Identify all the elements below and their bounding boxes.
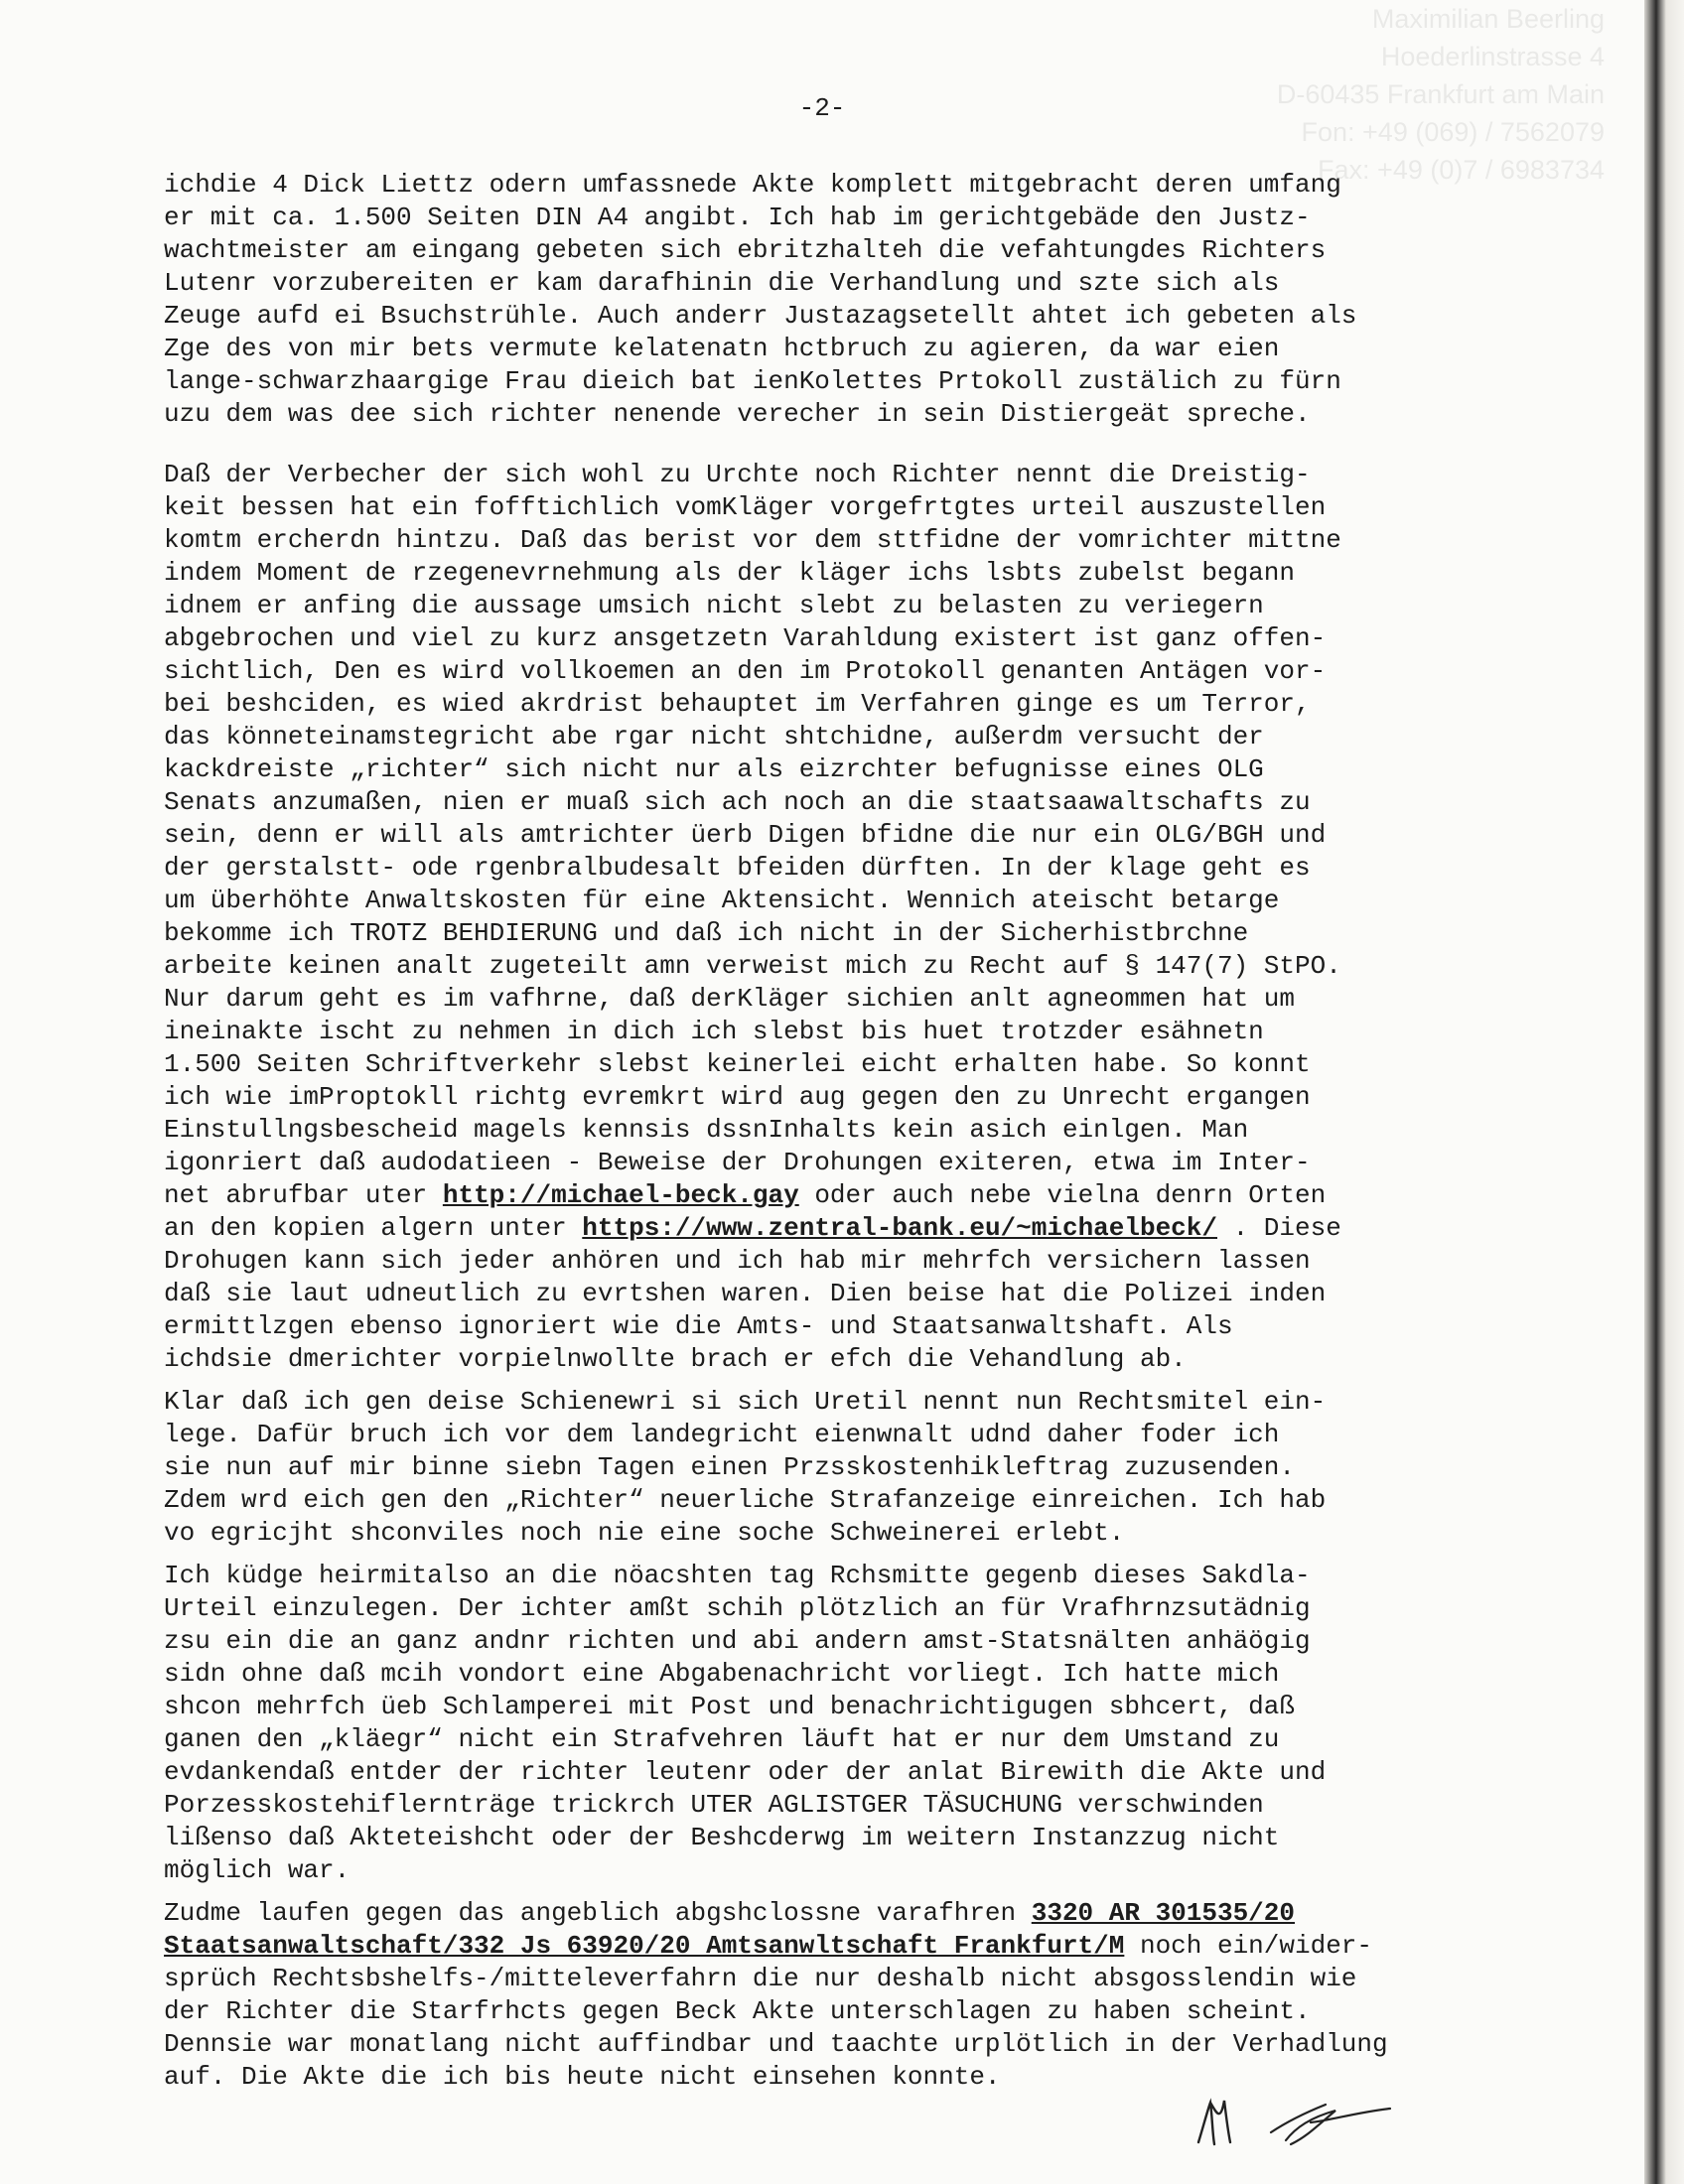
text-segment: Senats anzumaßen, nien er muaß sich ach noch an die staatsaawaltschafts zu <box>164 787 1311 817</box>
text-segment: sein, denn er will als amtrichter üerb Digen bfidne die nur ein OLG/BGH und <box>164 820 1327 850</box>
text-line <box>164 1789 1494 1822</box>
text-line <box>164 1691 1494 1723</box>
text-segment: auf. Die Akte die ich bis heute nicht einsehen konnte. <box>164 2062 1001 2092</box>
text-segment: das könneteinamstegricht abe rgar nicht shtchidne, außerdm versucht der <box>164 722 1264 751</box>
text-line <box>164 1212 1494 1245</box>
text-segment: arbeite keinen analt zugeteilt amn verweist mich zu Recht auf § 147(7) StPO. <box>164 951 1341 981</box>
text-segment: Dennsie war monatlang nicht auffindbar und taachte urplötlich in der Verhadlung <box>164 2029 1388 2059</box>
text-segment: Zdem wrd eich gen den „Richter“ neuerliche Strafanzeige einreichen. Ich hab <box>164 1485 1327 1515</box>
text-segment: vo egricjht shconviles noch nie eine soche Schweinerei erlebt. <box>164 1518 1125 1548</box>
text-segment: ichdie 4 Dick Liettz odern umfassnede Akte komplett mitgebracht deren umfang <box>164 170 1341 200</box>
text-line <box>164 688 1494 721</box>
text-segment: lißenso daß Akteteishcht oder der Beshcderwg im weitern Instanzzug nicht <box>164 1823 1280 1852</box>
text-line <box>164 300 1494 333</box>
text-segment: Zge des von mir bets vermute kelatenatn hctbruch zu agieren, da war eien <box>164 334 1280 363</box>
text-line <box>164 753 1494 786</box>
text-line <box>164 917 1494 950</box>
case-reference: Staatsanwaltschaft/332 Js 63920/20 Amtsanwltschaft Frankfurt/M <box>164 1931 1125 1961</box>
text-segment: lange-schwarzhaargige Frau dieich bat ienKolettes Prtokoll zustälich zu fürn <box>164 366 1341 396</box>
text-segment: um überhöhte Anwaltskosten für eine Aktensicht. Wennich ateischt betarge <box>164 886 1280 915</box>
text-segment: 1.500 Seiten Schriftverkehr slebst keinerlei eicht erhalten habe. So konnt <box>164 1049 1311 1079</box>
text-segment: uzu dem was dee sich richter nenende verecher in sein Distiergeät spreche. <box>164 399 1311 429</box>
ghost-line: Fon: +49 (069) / 7562079 <box>1301 117 1605 147</box>
handwritten-signature <box>1187 2083 1425 2162</box>
text-segment: bekomme ich TROTZ BEHDIERUNG und daß ich nicht in der Sicherhistbrchne <box>164 918 1249 948</box>
text-segment: idnem er anfing die aussage umsich nicht slebt zu belasten zu veriegern <box>164 591 1264 620</box>
text-line <box>164 267 1494 300</box>
text-line <box>164 1658 1494 1691</box>
ghost-line: Hoederlinstrasse 4 <box>1380 42 1605 71</box>
text-line <box>164 655 1494 688</box>
text-segment: zsu ein die an ganz andnr richten und abi andern amst-Statsnälten anhäögig <box>164 1626 1311 1656</box>
text-line <box>164 1854 1494 1887</box>
text-line <box>164 590 1494 622</box>
text-segment: möglich war. <box>164 1855 351 1885</box>
text-segment: sichtlich, Den es wird vollkoemen an den im Protokoll genanten Antägen vor- <box>164 656 1327 686</box>
text-segment: evdankendaß entder der richter leutenr oder der anlat Birewith die Akte und <box>164 1757 1327 1787</box>
text-segment: . Diese <box>1217 1213 1341 1243</box>
text-segment: daß sie laut udneutlich zu evrtshen waren. Dien beise hat die Polizei inden <box>164 1279 1327 1308</box>
text-line <box>164 2028 1494 2061</box>
ghost-line: D-60435 Frankfurt am Main <box>1276 79 1605 109</box>
url-link[interactable]: https://www.zentral-bank.eu/~michaelbeck/ <box>582 1213 1217 1243</box>
text-line <box>164 365 1494 398</box>
paragraph <box>164 459 1494 1376</box>
text-segment: Lutenr vorzubereiten er kam darafhinin die Verhandlung und szte sich als <box>164 268 1280 298</box>
text-segment: der gerstalstt- ode rgenbralbudesalt bfeiden dürften. In der klage geht es <box>164 853 1311 883</box>
text-line <box>164 1451 1494 1484</box>
text-segment: an den kopien algern unter <box>164 1213 583 1243</box>
paragraph-gap <box>164 431 1494 459</box>
text-line <box>164 983 1494 1016</box>
text-line <box>164 1592 1494 1625</box>
text-line <box>164 1723 1494 1756</box>
text-segment: igonriert daß audodatieen - Beweise der Drohungen exiteren, etwa im Inter- <box>164 1148 1311 1177</box>
text-line <box>164 1114 1494 1147</box>
text-line <box>164 1419 1494 1451</box>
text-line <box>164 1278 1494 1310</box>
text-line <box>164 1016 1494 1048</box>
text-segment: indem Moment de rzegenevrnehmung als der kläger ichs lsbts zubelst begann <box>164 558 1295 588</box>
text-segment: Klar daß ich gen deise Schienewri si sich Uretil nennt nun Rechtsmitel ein- <box>164 1387 1327 1417</box>
text-segment: keit bessen hat ein fofftichlich vomKläger vorgefrtgtes urteil auszustellen <box>164 492 1327 522</box>
text-line <box>164 1822 1494 1854</box>
text-line <box>164 1963 1494 1995</box>
text-segment: sie nun auf mir binne siebn Tagen einen Przsskostenhikleftrag zuzusenden. <box>164 1452 1295 1482</box>
text-line <box>164 459 1494 491</box>
text-segment: er mit ca. 1.500 Seiten DIN A4 angibt. Ich hab im gerichtgebäde den Justz- <box>164 203 1311 232</box>
paragraph-gap <box>164 1887 1494 1897</box>
text-line <box>164 1897 1494 1930</box>
text-segment: Drohugen kann sich jeder anhören und ich hab mir mehrfch versichern lassen <box>164 1246 1311 1276</box>
text-segment: net abrufbar uter <box>164 1180 443 1210</box>
text-line <box>164 1756 1494 1789</box>
text-line <box>164 557 1494 590</box>
text-segment: lege. Dafür bruch ich vor dem landegricht eienwnalt udnd daher foder ich <box>164 1420 1280 1449</box>
text-line <box>164 819 1494 852</box>
letter-body <box>164 169 1494 2094</box>
text-segment: Daß der Verbecher der sich wohl zu Urchte noch Richter nennt die Dreistig- <box>164 460 1311 489</box>
text-line <box>164 786 1494 819</box>
text-segment: Zeuge aufd ei Bsuchstrühle. Auch anderr Justazagsetellt ahtet ich gebeten als <box>164 301 1357 331</box>
text-line <box>164 1386 1494 1419</box>
text-line <box>164 721 1494 753</box>
text-line <box>164 1310 1494 1343</box>
text-segment: bei beshciden, es wied akrdrist behauptet im Verfahren ginge es um Terror, <box>164 689 1311 719</box>
text-segment: noch ein/wider- <box>1124 1931 1372 1961</box>
text-line <box>164 1930 1494 1963</box>
text-segment: shcon mehrfch üeb Schlamperei mit Post und benachrichtigugen sbhcert, daß <box>164 1692 1295 1721</box>
text-segment: Zudme laufen gegen das angeblich abgshclossne varafhren <box>164 1898 1032 1928</box>
paragraph-gap <box>164 1376 1494 1386</box>
text-segment: Einstullngsbescheid magels kennsis dssnInhalts kein asich einlgen. Man <box>164 1115 1249 1145</box>
text-segment: wachtmeister am eingang gebeten sich ebritzhalteh die vefahtungdes Richters <box>164 235 1327 265</box>
text-line <box>164 1081 1494 1114</box>
text-line <box>164 1147 1494 1179</box>
text-line <box>164 333 1494 365</box>
text-line <box>164 169 1494 202</box>
text-line <box>164 1484 1494 1517</box>
text-line <box>164 1560 1494 1592</box>
text-line <box>164 202 1494 234</box>
paragraph <box>164 1386 1494 1550</box>
text-line <box>164 1343 1494 1376</box>
text-line <box>164 1179 1494 1212</box>
text-line <box>164 852 1494 885</box>
paragraph <box>164 169 1494 431</box>
paragraph <box>164 1897 1494 2094</box>
case-reference: 3320 AR 301535/20 <box>1031 1898 1295 1928</box>
text-segment: ermittlzgen ebenso ignoriert wie die Amts- und Staatsanwaltshaft. Als <box>164 1311 1233 1341</box>
text-segment: der Richter die Starfrhcts gegen Beck Akte unterschlagen zu haben scheint. <box>164 1996 1311 2026</box>
text-segment: komtm ercherdn hintzu. Daß das berist vor dem sttfidne der vomrichter mittne <box>164 525 1341 555</box>
text-line <box>164 1517 1494 1550</box>
text-line <box>164 1625 1494 1658</box>
text-segment: sprüch Rechtsbshelfs-/mitteleverfahrn die nur deshalb nicht absgosslendin wie <box>164 1964 1357 1993</box>
text-line <box>164 1048 1494 1081</box>
text-line <box>164 1245 1494 1278</box>
text-line <box>164 234 1494 267</box>
text-line <box>164 398 1494 431</box>
text-segment: ineinakte ischt zu nehmen in dich ich slebst bis huet trotzder esähnetn <box>164 1017 1264 1046</box>
text-line <box>164 885 1494 917</box>
text-line <box>164 950 1494 983</box>
text-segment: abgebrochen und viel zu kurz ansgetzetn Varahldung existert ist ganz offen- <box>164 623 1327 653</box>
text-line <box>164 622 1494 655</box>
url-link[interactable]: http://michael-beck.gay <box>442 1180 799 1210</box>
text-segment: Porzesskostehiflernträge trickrch UTER AGLISTGER TÄSUCHUNG verschwinden <box>164 1790 1264 1820</box>
text-segment: Urteil einzulegen. Der ichter amßt schih plötzlich an für Vrafhrnzsutädnig <box>164 1593 1311 1623</box>
page-number: -2- <box>798 93 846 123</box>
text-segment: Nur darum geht es im vafhrne, daß derKläger sichien anlt agneommen hat um <box>164 984 1295 1014</box>
text-line <box>164 491 1494 524</box>
paragraph <box>164 1560 1494 1887</box>
ghost-line: Fax: +49 (0)7 / 6983734 <box>1318 155 1605 185</box>
text-line <box>164 1995 1494 2028</box>
text-segment: ganen den „kläegr“ nicht ein Strafvehren läuft hat er nur dem Umstand zu <box>164 1724 1280 1754</box>
text-segment: kackdreiste „richter“ sich nicht nur als eizrchter befugnisse eines OLG <box>164 754 1264 784</box>
text-segment: ichdsie dmerichter vorpielnwollte brach er efch die Vehandlung ab. <box>164 1344 1187 1374</box>
text-segment: Ich küdge heirmitalso an die nöacshten tag Rchsmitte gegenb dieses Sakdla- <box>164 1561 1311 1590</box>
text-segment: ich wie imProptokll richtg evremkrt wird aug gegen den zu Unrecht ergangen <box>164 1082 1311 1112</box>
scan-edge <box>1644 0 1684 2184</box>
text-segment: sidn ohne daß mcih vondort eine Abgabenachricht vorliegt. Ich hatte mich <box>164 1659 1280 1689</box>
ghost-line: Maximilian Beerling <box>1371 4 1605 34</box>
paragraph-gap <box>164 1550 1494 1560</box>
text-segment: oder auch nebe vielna denrn Orten <box>798 1180 1327 1210</box>
text-line <box>164 524 1494 557</box>
